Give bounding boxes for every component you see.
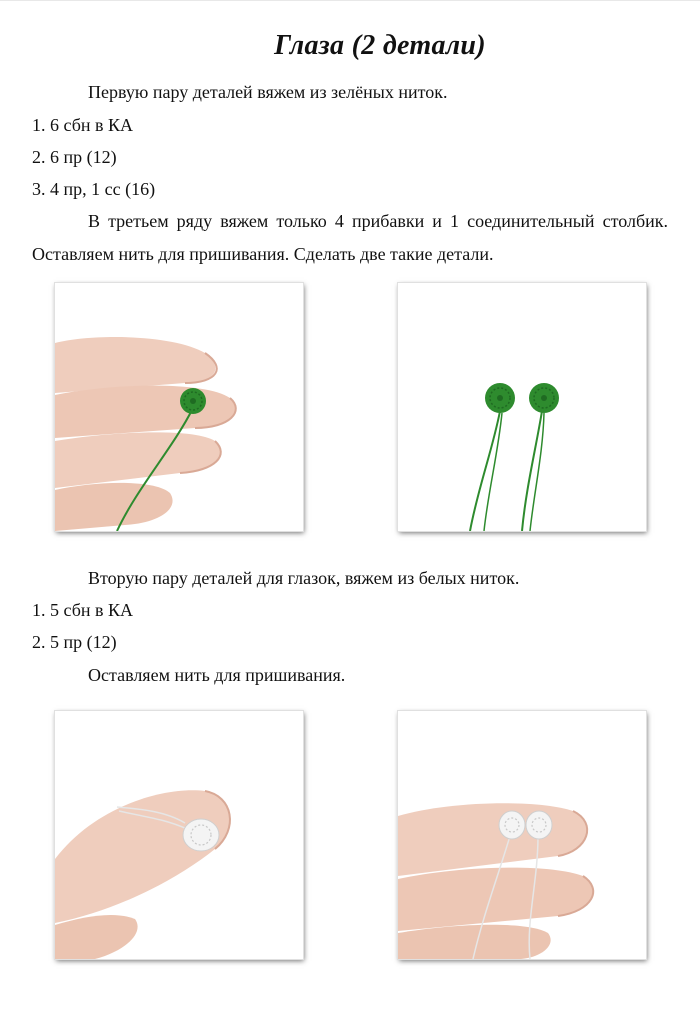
part2-note: Оставляем нить для пришивания. (88, 665, 346, 685)
part1-step-1: 1. 6 сбн в КА (32, 115, 134, 135)
part2-step-1: 1. 5 сбн в КА (32, 600, 134, 620)
two-green-pieces-image (398, 283, 646, 531)
page-title: Глаза (2 детали) (274, 30, 486, 61)
photo-white-on-finger (55, 711, 303, 959)
green-piece-on-hand-image (55, 283, 303, 531)
two-white-pieces-image (398, 711, 646, 959)
photo-two-white-pieces (398, 711, 646, 959)
part1-note: В третьем ряду вяжем только 4 прибавки и 1 соединительный столбик. Оставляем нить для пришивания. Сделать две такие детали. (32, 211, 668, 264)
part2-step-2: 2. 5 пр (12) (32, 632, 117, 652)
part1-intro: Первую пару деталей вяжем из зелёных ниток. (88, 82, 448, 102)
white-piece-on-finger-image (55, 711, 303, 959)
part1-step-3: 3. 4 пр, 1 сс (16) (32, 179, 156, 199)
photo-green-on-fingers (55, 283, 303, 531)
part1-step-2: 2. 6 пр (12) (32, 147, 117, 167)
photo-two-green-pieces (398, 283, 646, 531)
part2-intro: Вторую пару деталей для глазок, вяжем из белых ниток. (88, 568, 520, 588)
